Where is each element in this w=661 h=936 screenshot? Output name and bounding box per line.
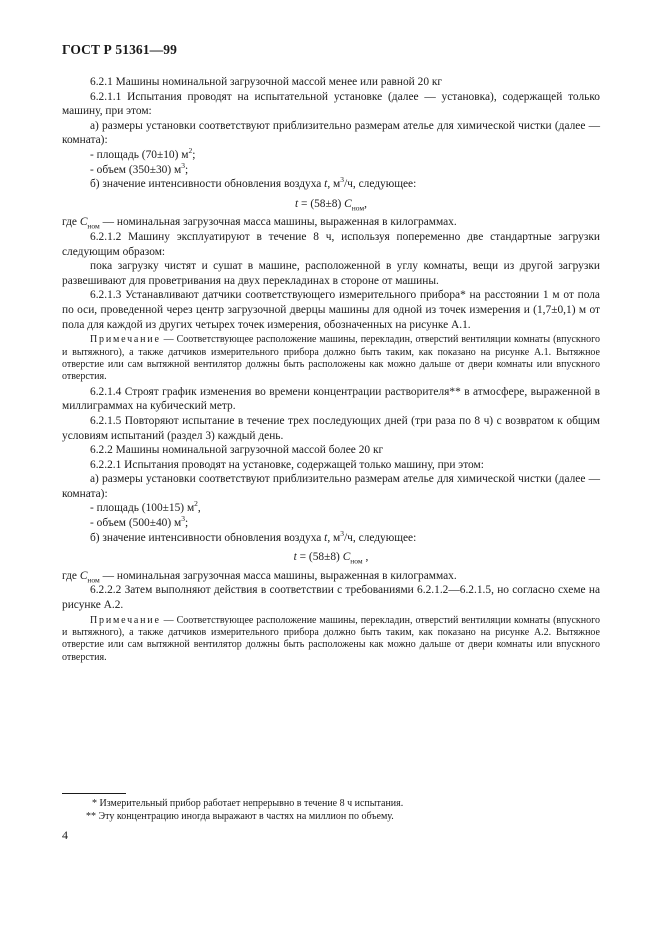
item-area: - площадь (70±10) $м^2$;	[90, 146, 196, 161]
paragraph-6-2-1-1: 6.2.1.1 Испытания проводят на испытательной установке (далее — установка), содержащей только машину, при этом:	[62, 90, 600, 118]
paragraph-6-2-2-2: 6.2.2.2 Затем выполняют действия в соответствии с требованиями 6.2.1.2—6.2.1.5, но согласно схеме на рисунке А.2.	[62, 584, 600, 612]
paragraph-loading: пока загрузку чистят и сушат в машине, расположенной в углу комнаты, вещи из другой загрузки развешивают для проветривания на двух перекладинах в стороне от машины.	[62, 260, 600, 287]
document-body	[62, 75, 600, 665]
item-volume-2: - объем (500±40) $м^3$;	[90, 514, 189, 530]
item-a-room-size-2: а) размеры установки соответствуют приблизительно размерам ателье для химической чистки (далее — комната):	[62, 473, 600, 500]
footnote-2: ** Эту концентрацию иногда выражают в частях на миллион по объему.	[86, 810, 394, 822]
paragraph-6-2-1-2: 6.2.1.2 Машину эксплуатируют в течение 8 ч, используя попеременно две стандартные загрузки следующим образом:	[62, 230, 600, 258]
paragraph-6-2-2-1: 6.2.2.1 Испытания проводят на установке, содержащей только машину, при этом:	[90, 458, 484, 471]
paragraph-6-2-1-3: 6.2.1.3 Устанавливают датчики соответствующего измерительного прибора* на расстоянии 1 м от пола по оси, проведенной через центр загрузочной дверцы машины для одной из точек измерения и (1,7±0,1) м от пола для каждой из других четырех точек измерения, обозначенных на рисунке А.1.	[62, 289, 600, 331]
note-2: Примечание — Соответствующее расположение машины, перекладин, отверстий вентиляции комнаты (впускного и вытяжного), а также датчиков измерительного прибора должно быть таким, как показано на рисунке А.2. Вытяжное отверстие или сам вытяжной вентилятор должны быть расположены как можно дальше от двери комнаты или впускного отверстия.	[62, 614, 600, 663]
item-volume: - объем (350±30) $м^3$;	[90, 160, 189, 176]
item-area-2: - площадь (100±15) $м^2$,	[90, 499, 201, 515]
paragraph-6-2-1-5: 6.2.1.5 Повторяют испытание в течение трех последующих дней (три раза по 8 ч) с возвратом к общим условиям испытаний (раздел 3) каждый день.	[62, 414, 600, 442]
item-b-air-exchange: б) значение интенсивности обновления воздуха t, $м^3/ч$, следующее:	[90, 175, 417, 191]
footnote-1: * Измерительный прибор работает непрерывно в течение 8 ч испытания.	[92, 798, 404, 809]
paragraph-6-2-1-4: 6.2.1.4 Строят график изменения во времени концентрации растворителя** в атмосфере, выраженной в миллиграммах на кубический метр.	[62, 385, 600, 413]
item-a-room-size: а) размеры установки соответствуют приблизительно размерам ателье для химической чистки (далее — комната):	[62, 119, 600, 147]
footnote-separator	[62, 793, 126, 794]
footnotes	[62, 798, 600, 823]
formula-2: t = (58±8) $C_{ном}$ ,	[293, 551, 369, 566]
document-header: ГОСТ Р 51361—99	[62, 42, 177, 57]
page-number: 4	[62, 828, 68, 842]
formula-1: t = (58±8) $C_{ном}$,	[295, 197, 367, 213]
note-1: Примечание — Соответствующее расположение машины, перекладин, отверстий вентиляции комнаты (впускного и вытяжного), а также датчиков измерительного прибора должно быть таким, как показано на рисунке А.1. Вытяжное отверстие или сам вытяжной вентилятор должны быть расположены как можно дальше от двери комнаты или впускного отверстия.	[62, 334, 600, 383]
item-b-air-exchange-2: б) значение интенсивности обновления воздуха t, $м^3/ч$, следующее:	[90, 528, 417, 544]
formula-2-legend: где $C_{ном}$ — номинальная загрузочная масса машины, выраженная в килограммах.	[62, 569, 457, 585]
section-heading-6-2-1: 6.2.1 Машины номинальной загрузочной массой менее или равной 20 кг	[90, 76, 443, 88]
formula-1-legend: где $C_{ном}$ — номинальная загрузочная масса машины, выраженная в килограммах.	[62, 216, 457, 231]
section-heading-6-2-2: 6.2.2 Машины номинальной загрузочной массой более 20 кг	[90, 444, 384, 457]
